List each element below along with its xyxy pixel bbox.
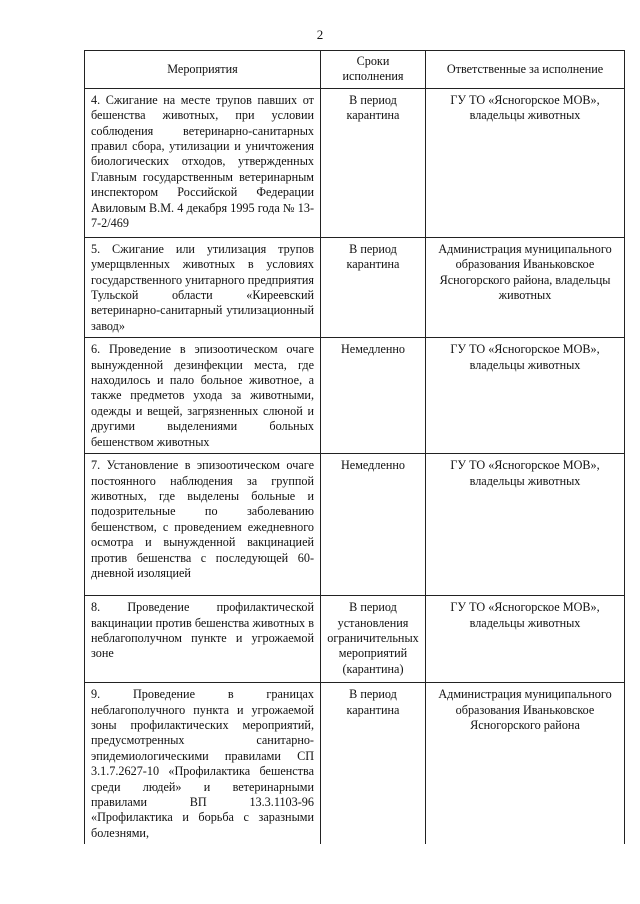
responsible-cell: Администрация муниципального образования Иваньковское Ясногорского района, владельцы животных bbox=[426, 237, 625, 337]
measure-cell: 4. Сжигание на месте трупов павших от бешенства животных, при условии соблюдения ветеринарно-санитарных правил сбора, утилизации и уничтожения биологических отходов, утвержденных Главным государственным ветеринарным инспектором Российской Федерации Авиловым В.М. 4 декабря 1995 года № 13-7-2/469 bbox=[85, 88, 321, 237]
term-cell: Немедленно bbox=[321, 338, 426, 454]
table-row bbox=[85, 237, 625, 337]
measure-cell: 9. Проведение в границах неблагополучного пункта и угрожаемой зоны профилактических мероприятий, предусмотренных санитарно-эпидемиологическими правилами СП 3.1.7.2627-10 «Профилактика бешенства среди людей» и ветеринарными правилами ВП 13.3.1103-96 «Профилактика и борьба с заразными болезнями, bbox=[85, 683, 321, 845]
responsible-cell: ГУ ТО «Ясногорское МОВ», владельцы животных bbox=[426, 338, 625, 454]
responsible-cell: ГУ ТО «Ясногорское МОВ», владельцы животных bbox=[426, 596, 625, 683]
responsible-cell: Администрация муниципального образования Иваньковское Ясногорского района bbox=[426, 683, 625, 845]
term-cell: В период карантина bbox=[321, 237, 426, 337]
table-row bbox=[85, 454, 625, 596]
header-terms: Сроки исполнения bbox=[321, 51, 426, 89]
measure-cell: 8. Проведение профилактической вакцинации против бешенства животных в неблагополучном пункте и угрожаемой зоне bbox=[85, 596, 321, 683]
table-row bbox=[85, 596, 625, 683]
measure-cell: 5. Сжигание или утилизация трупов умерщвленных животных в условиях государственного унитарного предприятия Тульской области «Киреевский ветеринарно-санитарный утилизационный завод» bbox=[85, 237, 321, 337]
table-row bbox=[85, 88, 625, 237]
responsible-cell: ГУ ТО «Ясногорское МОВ», владельцы животных bbox=[426, 88, 625, 237]
measure-cell: 6. Проведение в эпизоотическом очаге вынужденной дезинфекции места, где находилось и пало больное животное, а также предметов ухода за животными, одежды и вещей, загрязненных слюной и другими выделениями больных бешенством животных bbox=[85, 338, 321, 454]
term-cell: В период установления ограничительных мероприятий (карантина) bbox=[321, 596, 426, 683]
term-cell: В период карантина bbox=[321, 88, 426, 237]
measure-cell: 7. Установление в эпизоотическом очаге постоянного наблюдения за группой животных, где выделены больные и подозрительные по заболеванию бешенством, с проведением ежедневного осмотра и вынужденной вакцинацией против бешенства с последующей 60-дневной изоляцией bbox=[85, 454, 321, 596]
term-cell: В период карантина bbox=[321, 683, 426, 845]
table-row bbox=[85, 338, 625, 454]
term-cell: Немедленно bbox=[321, 454, 426, 596]
responsible-cell: ГУ ТО «Ясногорское МОВ», владельцы животных bbox=[426, 454, 625, 596]
page-number: 2 bbox=[316, 27, 324, 42]
table-header-row bbox=[85, 51, 625, 89]
header-responsible: Ответственные за исполнение bbox=[426, 51, 625, 89]
measures-table bbox=[84, 50, 625, 844]
table-row bbox=[85, 683, 625, 845]
header-measures: Мероприятия bbox=[85, 51, 321, 89]
